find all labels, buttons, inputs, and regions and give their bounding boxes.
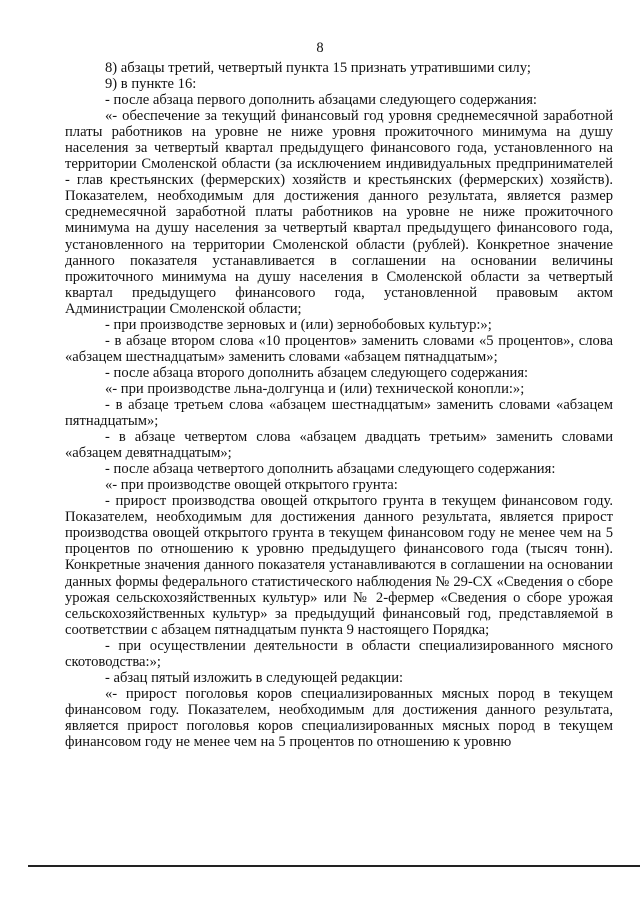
- paragraph: - в абзаце третьем слова «абзацем шестнадцатым» заменить словами «абзацем пятнадцатым»;: [65, 396, 613, 430]
- paragraph: - после абзаца первого дополнить абзацами следующего содержания:: [105, 92, 537, 109]
- paragraph: - при осуществлении деятельности в области специализированного мясного скотоводства:»;: [65, 637, 613, 670]
- paragraph: - в абзаце четвертом слова «абзацем двадцать третьим» заменить словами «абзацем девятнадцатым»;: [65, 429, 613, 462]
- page-number: 8: [316, 40, 324, 56]
- paragraph: «- прирост поголовья коров специализированных мясных пород в текущем финансовом году. Показателем, необходимым для достижения данного результата, является прирост поголовья коров специализированных мясных пород в текущем финансовом году не менее чем на 5 процентов по отношению к уровню: [65, 685, 613, 750]
- paragraph: - прирост производства овощей открытого грунта в текущем финансовом году. Показателем, необходимым для достижения данного результата, является прирост производства овощей открытого грунта в текущем финансовом году не менее чем на 5 процентов по отношению к уровню предыдущего финансового года (тысяч тонн). Конкретные значения данного показателя устанавливаются в соглашении на основании данных формы федерального статистического наблюдения № 29-СХ «Сведения о сборе урожая сельскохозяйственных культур» или № 2-фермер «Сведения о сборе урожая сельскохозяйственных культур» за предыдущий финансовый год, представляемой в соответствии с абзацем пятнадцатым пункта 9 настоящего Порядка;: [65, 493, 613, 638]
- paragraph: «- при производстве овощей открытого грунта:: [105, 477, 398, 494]
- paragraph: - после абзаца четвертого дополнить абзацами следующего содержания:: [105, 461, 556, 478]
- paragraph: - при производстве зерновых и (или) зернобобовых культур:»;: [105, 316, 492, 333]
- paragraph: - абзац пятый изложить в следующей редакции:: [105, 669, 404, 686]
- paragraph: - после абзаца второго дополнить абзацем следующего содержания:: [105, 364, 529, 381]
- paragraph: 9) в пункте 16:: [105, 76, 197, 93]
- paragraph: - в абзаце втором слова «10 процентов» заменить словами «5 процентов», слова «абзацем шестнадцатым» заменить словами «абзацем пятнадцатым»;: [65, 332, 613, 365]
- paragraph: «- обеспечение за текущий финансовый год уровня среднемесячной заработной платы работников на уровне не ниже уровня прожиточного минимума на душу населения за четвертый квартал предыдущего финансового года, установленного на территории Смоленской области (за исключением индивидуальных предпринимателей - глав крестьянских (фермерских) хозяйств и крестьянских (фермерских) хозяйств). Показателем, необходимым для достижения данного результата, является размер среднемесячной заработной платы работников на уровне не ниже прожиточного минимума на душу населения за четвертый квартал предыдущего финансового года, установленного на территории Смоленской области (рублей). Конкретное значение данного показателя устанавливается в соглашении на основании величины прожиточного минимума на душу населения в Смоленской области за четвертый квартал предыдущего финансового года, установленной правовым актом Администрации Смоленской области;: [65, 108, 613, 317]
- paragraph: «- при производстве льна-долгунца и (или) технической конопли:»;: [105, 380, 525, 397]
- bottom-rule: [28, 865, 640, 867]
- document-body: [65, 60, 613, 750]
- paragraph: 8) абзацы третий, четвертый пункта 15 признать утратившими силу;: [105, 60, 531, 76]
